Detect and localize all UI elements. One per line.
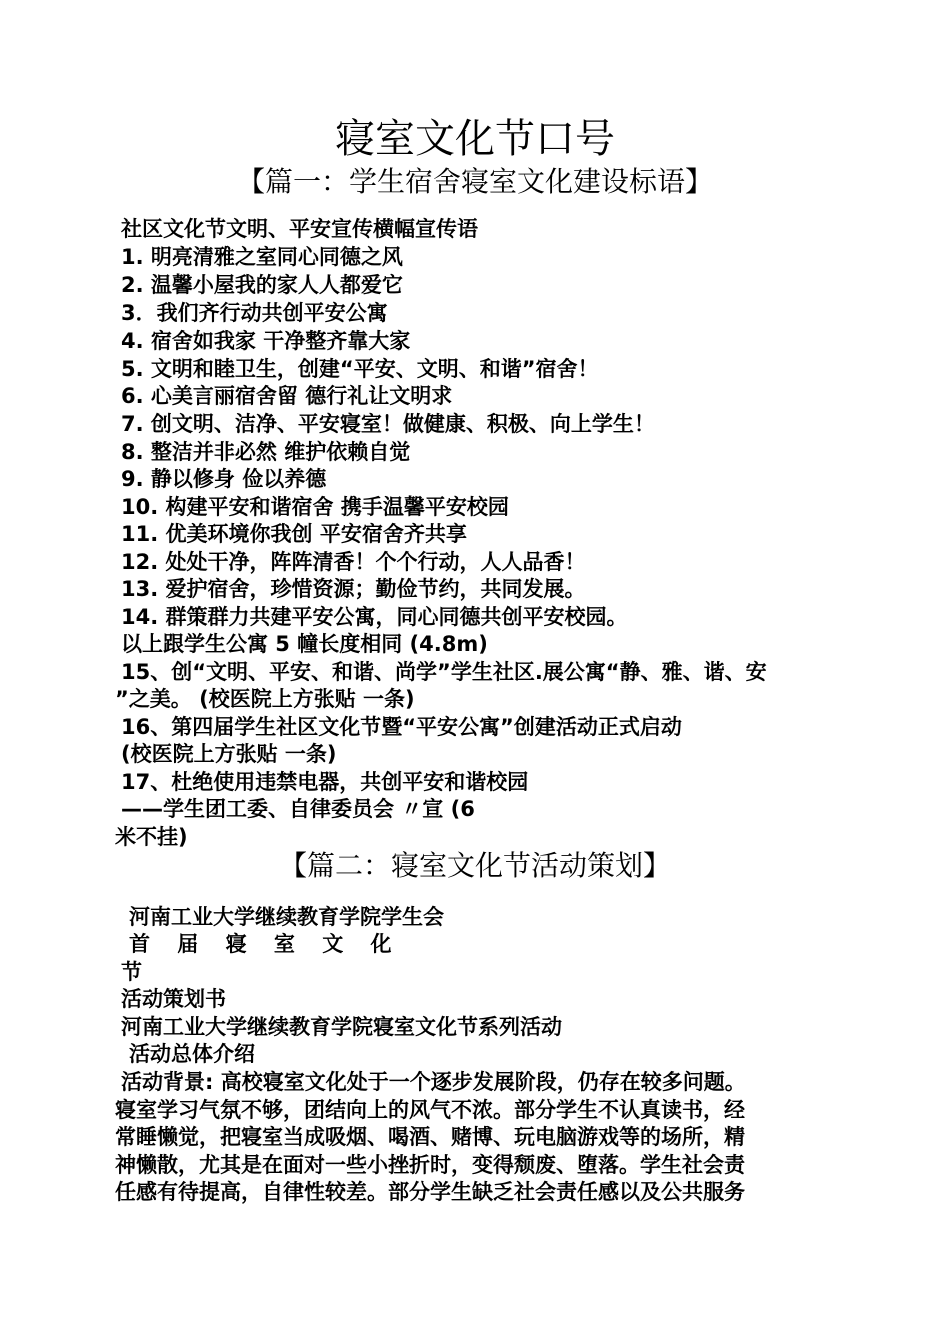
- slogan-line: 5. 文明和睦卫生，创建“平安、文明、和谐”宿舍！: [121, 357, 599, 381]
- slogan-line: 6. 心美言丽宿舍留 德行礼让文明求: [121, 384, 453, 408]
- signature-line-continued: 米不挂): [115, 825, 188, 849]
- slogan-line: 9. 静以修身 俭以养德: [121, 467, 327, 491]
- slogan-line: 15、创“文明、平安、和谐、尚学”学生社区.展公寓“静、雅、谐、安: [121, 660, 767, 684]
- slogan-line: 1. 明亮清雅之室同心同德之风: [121, 245, 403, 269]
- doc-type-line: 活动策划书: [121, 987, 226, 1011]
- slogan-line: 12. 处处干净，阵阵清香！个个行动，人人品香！: [121, 550, 586, 574]
- paragraph-line: 任感有待提高，自律性较差。部分学生缺乏社会责任感以及公共服务: [115, 1180, 745, 1204]
- placement-note: (校医院上方张贴 一条): [121, 742, 337, 766]
- slogan-line: 17、杜绝使用违禁电器，共创平安和谐校园: [121, 770, 529, 794]
- document-title: 寝室文化节口号: [335, 116, 615, 162]
- paragraph-line: 神懒散，尤其是在面对一些小挫折时，变得颓废、堕落。学生社会责: [115, 1153, 745, 1177]
- size-note: 以上跟学生公寓 5 幢长度相同 (4.8m): [121, 632, 488, 656]
- section1-heading: 【篇一：学生宿舍寝室文化建设标语】: [236, 165, 713, 198]
- slogan-line-continued: ”之美。 (校医院上方张贴 一条): [115, 687, 415, 711]
- slogan-line: 3．我们齐行动共创平安公寓: [121, 301, 388, 325]
- slogan-line: 7. 创文明、洁净、平安寝室！做健康、积极、向上学生！: [121, 412, 655, 436]
- event-series-line: 河南工业大学继续教育学院寝室文化节系列活动: [121, 1015, 562, 1039]
- paragraph-line: 活动背景: 高校寝室文化处于一个逐步发展阶段，仍存在较多问题。: [121, 1070, 746, 1094]
- event-name-line-continued: 节: [121, 960, 142, 984]
- slogan-line: 8. 整洁并非必然 维护依赖自觉: [121, 440, 411, 464]
- slogan-line: 14. 群策群力共建平安公寓，同心同德共创平安校园。: [121, 605, 628, 629]
- slogan-line: 16、第四届学生社区文化节暨“平安公寓”创建活动正式启动: [121, 715, 682, 739]
- section1-line-intro: 社区文化节文明、平安宣传横幅宣传语: [121, 217, 478, 241]
- slogan-line: 11. 优美环境你我创 平安宿舍齐共享: [121, 522, 467, 546]
- slogan-line: 13. 爱护宿舍，珍惜资源；勤俭节约，共同发展。: [121, 577, 586, 601]
- organizer-line: 河南工业大学继续教育学院学生会: [129, 905, 444, 929]
- paragraph-line: 常睡懒觉，把寝室当成吸烟、喝酒、赌博、玩电脑游戏等的场所，精: [115, 1125, 745, 1149]
- section2-heading: 【篇二：寝室文化节活动策划】: [278, 849, 671, 882]
- signature-line: ——学生团工委、自律委员会 〃宣 (6: [121, 797, 475, 821]
- event-name-line: 首 届 寝 室 文 化: [129, 932, 402, 956]
- slogan-line: 2. 温馨小屋我的家人人都爱它: [121, 273, 403, 297]
- overview-heading: 活动总体介绍: [129, 1042, 255, 1066]
- slogan-line: 10. 构建平安和谐宿舍 携手温馨平安校园: [121, 495, 509, 519]
- paragraph-line: 寝室学习气氛不够，团结向上的风气不浓。部分学生不认真读书，经: [115, 1098, 745, 1122]
- slogan-line: 4. 宿舍如我家 干净整齐靠大家: [121, 329, 411, 353]
